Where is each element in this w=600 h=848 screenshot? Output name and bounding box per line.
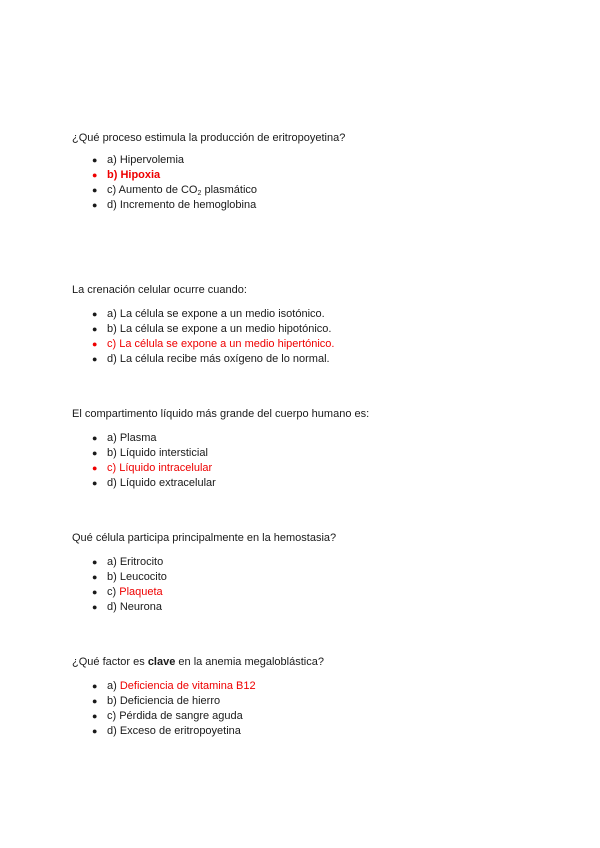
question-1 bbox=[72, 131, 542, 211]
correct-answer: Deficiencia de vitamina B12 bbox=[119, 680, 256, 692]
bullet-icon: ● bbox=[92, 309, 98, 319]
answer-option-c-correct: ● c) La célula se expone a un medio hipertónico. bbox=[92, 338, 335, 350]
answer-option-c-correct: ● c) Plaqueta bbox=[92, 586, 163, 598]
answer-option-a: ● a) Hipervolemia bbox=[92, 154, 185, 166]
answer-option-c: ● c) Aumento de $CO_2$ plasmático bbox=[92, 184, 258, 197]
answer-option-d: ● d) Líquido extracelular bbox=[92, 477, 216, 489]
question-3 bbox=[72, 407, 542, 489]
bullet-icon: ● bbox=[92, 572, 98, 582]
bullet-icon: ● bbox=[92, 557, 98, 567]
answer-option-b: ● b) Líquido intersticial bbox=[92, 447, 208, 459]
emphasis-keyword: clave bbox=[147, 656, 176, 668]
bullet-icon: ● bbox=[92, 354, 98, 364]
bullet-icon: ● bbox=[92, 587, 98, 597]
bullet-icon: ● bbox=[92, 681, 98, 691]
question-text: ¿Qué proceso estimula la producción de eritropoyetina? bbox=[72, 132, 346, 144]
question-4 bbox=[72, 531, 542, 613]
bullet-icon: ● bbox=[92, 696, 98, 706]
answer-option-d: ● d) Exceso de eritropoyetina bbox=[92, 725, 241, 737]
answer-option-d: ● d) Incremento de hemoglobina bbox=[92, 199, 257, 211]
answer-option-a: ● a) La célula se expone a un medio isotónico. bbox=[92, 308, 325, 320]
question-2 bbox=[72, 283, 542, 365]
bullet-icon: ● bbox=[92, 200, 98, 210]
bullet-icon: ● bbox=[92, 463, 98, 473]
answer-option-c: ● c) Pérdida de sangre aguda bbox=[92, 710, 243, 722]
answer-options bbox=[92, 431, 216, 491]
question-text: El compartimento líquido más grande del cuerpo humano es: bbox=[72, 408, 370, 420]
answer-option-b: ● b) La célula se expone a un medio hipotónico. bbox=[92, 323, 332, 335]
bullet-icon: ● bbox=[92, 478, 98, 488]
answer-option-a-correct: ● a) Deficiencia de vitamina B12 bbox=[92, 680, 256, 692]
bullet-icon: ● bbox=[92, 339, 98, 349]
answer-option-a: ● a) Eritrocito bbox=[92, 556, 164, 568]
bullet-icon: ● bbox=[92, 448, 98, 458]
bullet-icon: ● bbox=[92, 433, 98, 443]
answer-option-b: ● b) Deficiencia de hierro bbox=[92, 695, 221, 707]
question-text: La crenación celular ocurre cuando: bbox=[72, 284, 247, 296]
bullet-icon: ● bbox=[92, 602, 98, 612]
bullet-icon: ● bbox=[92, 170, 98, 180]
answer-options bbox=[92, 153, 257, 213]
answer-options bbox=[92, 679, 256, 739]
bullet-icon: ● bbox=[92, 726, 98, 736]
answer-options bbox=[92, 307, 334, 367]
question-5 bbox=[72, 655, 542, 737]
answer-option-d: ● d) La célula recibe más oxígeno de lo normal. bbox=[92, 353, 330, 365]
answer-option-a: ● a) Plasma bbox=[92, 432, 157, 444]
answer-option-b-correct: ● b) Hipoxia bbox=[92, 169, 161, 181]
question-text: ¿Qué factor es clave en la anemia megaloblástica? bbox=[72, 656, 324, 668]
bullet-icon: ● bbox=[92, 155, 98, 165]
bullet-icon: ● bbox=[92, 324, 98, 334]
answer-option-b: ● b) Leucocito bbox=[92, 571, 167, 583]
bullet-icon: ● bbox=[92, 711, 98, 721]
correct-answer: Plaqueta bbox=[119, 586, 163, 598]
answer-options bbox=[92, 555, 167, 615]
question-text: Qué célula participa principalmente en la hemostasia? bbox=[72, 532, 337, 544]
answer-option-c-correct: ● c) Líquido intracelular bbox=[92, 462, 213, 474]
answer-option-d: ● d) Neurona bbox=[92, 601, 163, 613]
bullet-icon: ● bbox=[92, 185, 98, 195]
